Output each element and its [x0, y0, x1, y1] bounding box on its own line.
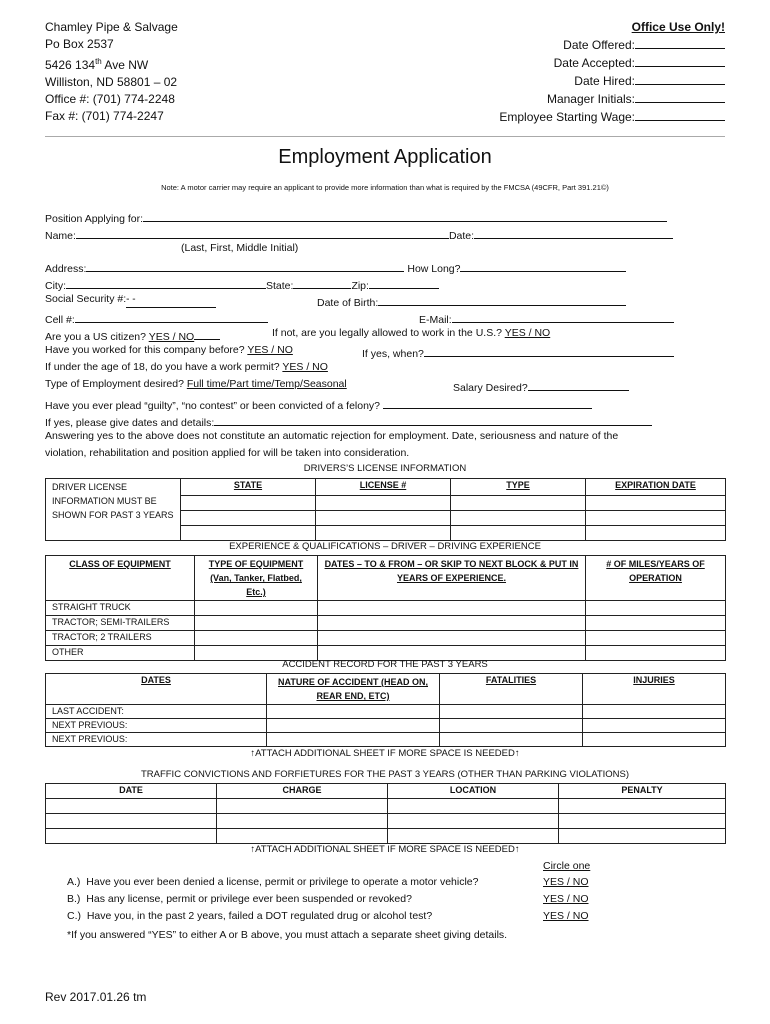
experience-cell[interactable] — [195, 601, 318, 616]
traffic-cell[interactable] — [388, 799, 559, 814]
street-address — [45, 53, 178, 74]
experience-cell[interactable] — [195, 616, 318, 631]
experience-row-label: TRACTOR; 2 TRAILERS — [46, 631, 195, 646]
felony-question[interactable]: Have you ever plead “guilty”, “no contest” or been convicted of a felony? — [45, 396, 592, 412]
accident-cell[interactable] — [583, 719, 726, 733]
license-header-state: STATE — [181, 479, 316, 496]
traffic-cell[interactable] — [388, 829, 559, 844]
experience-header-class: CLASS OF EQUIPMENT — [46, 556, 195, 601]
experience-cell[interactable] — [195, 631, 318, 646]
work-permit-question[interactable]: If under the age of 18, do you have a work permit? YES / NO — [45, 361, 328, 373]
disclaimer-line-1: Answering yes to the above does not constitute an automatic rejection for employment. Date, seriousness and nature of the — [45, 430, 619, 442]
office-field-date-hired[interactable]: Date Hired: — [499, 72, 725, 90]
traffic-cell[interactable] — [388, 814, 559, 829]
po-box: Po Box 2537 — [45, 37, 114, 51]
license-cell[interactable] — [451, 511, 586, 526]
state-label: State: — [266, 280, 294, 292]
office-field-starting-wage[interactable]: Employee Starting Wage: — [499, 108, 725, 126]
salary-field[interactable]: Salary Desired? — [453, 378, 629, 394]
city-line: Williston, ND 58801 – 02 — [45, 75, 178, 89]
questions-footnote: *If you answered “YES” to either A or B above, you must attach a separate sheet giving details. — [67, 929, 508, 941]
name-hint: (Last, First, Middle Initial) — [181, 242, 299, 254]
experience-caption: EXPERIENCE & QUALIFICATIONS – DRIVER – DRIVING EXPERIENCE — [229, 541, 541, 552]
fax-number: Fax #: (701) 774-2247 — [45, 109, 164, 123]
worked-yes-no: YES / NO — [247, 344, 293, 356]
question-b-answer[interactable]: YES / NO — [543, 893, 589, 905]
license-cell[interactable] — [451, 526, 586, 541]
question-c: C.) Have you, in the past 2 years, failed a DOT regulated drug or alcohol test? — [67, 910, 433, 922]
office-field-manager-initials[interactable]: Manager Initials: — [499, 90, 725, 108]
office-use-block — [499, 19, 725, 126]
accident-cell[interactable] — [583, 733, 726, 747]
traffic-header-date: DATE — [46, 784, 217, 799]
license-header-expiration: EXPIRATION DATE — [586, 479, 726, 496]
license-caption: DRIVERS’S LICENSE INFORMATION — [303, 463, 467, 474]
traffic-table — [45, 783, 726, 844]
employment-type-options: Full time/Part time/Temp/Seasonal — [186, 378, 347, 390]
traffic-cell[interactable] — [559, 814, 726, 829]
license-cell[interactable] — [316, 496, 451, 511]
experience-cell[interactable] — [586, 616, 726, 631]
experience-cell[interactable] — [318, 616, 586, 631]
experience-row-label: OTHER — [46, 646, 195, 661]
experience-header-miles: # OF MILES/YEARS OF OPERATION — [586, 556, 726, 601]
position-field[interactable]: Position Applying for: — [45, 209, 667, 225]
license-cell[interactable] — [451, 496, 586, 511]
address-field[interactable]: Address: How Long? — [45, 259, 626, 275]
traffic-header-charge: CHARGE — [217, 784, 388, 799]
company-address-block — [45, 19, 178, 125]
traffic-cell[interactable] — [46, 829, 217, 844]
accident-cell[interactable] — [440, 733, 583, 747]
header-divider — [45, 136, 725, 137]
accident-cell[interactable] — [440, 705, 583, 719]
circle-one-label: Circle one — [543, 860, 591, 872]
experience-row-label: TRACTOR; SEMI-TRAILERS — [46, 616, 195, 631]
legal-work-question[interactable]: If not, are you legally allowed to work in the U.S.? YES / NO — [272, 327, 551, 339]
license-cell[interactable] — [586, 526, 726, 541]
experience-header-type: TYPE OF EQUIPMENT (Van, Tanker, Flatbed, Etc.) — [195, 556, 318, 601]
street-number: 5426 134 — [45, 58, 96, 72]
details-field[interactable]: If yes, please give dates and details: — [45, 413, 652, 429]
email-field[interactable]: E-Mail: — [419, 310, 674, 326]
traffic-attach-note: ↑ATTACH ADDITIONAL SHEET IF MORE SPACE IS NEEDED↑ — [250, 844, 520, 855]
license-side-note: DRIVER LICENSE INFORMATION MUST BE SHOWN FOR PAST 3 YEARS — [46, 479, 181, 541]
accident-header-injuries: INJURIES — [583, 674, 726, 705]
traffic-cell[interactable] — [46, 799, 217, 814]
revision-footer: Rev 2017.01.26 tm — [45, 990, 147, 1004]
office-phone: Office #: (701) 774-2248 — [45, 92, 175, 106]
page-title: Employment Application — [278, 146, 492, 168]
date-label: Date: — [448, 230, 475, 242]
ssn-field[interactable]: Social Security #:- - — [45, 293, 216, 308]
accident-header-fatalities: FATALITIES — [440, 674, 583, 705]
citizen-yes-no: YES / NO — [148, 331, 195, 343]
experience-row-label: STRAIGHT TRUCK — [46, 601, 195, 616]
experience-cell[interactable] — [318, 631, 586, 646]
experience-cell[interactable] — [586, 601, 726, 616]
license-table — [45, 478, 726, 541]
experience-cell[interactable] — [318, 601, 586, 616]
license-cell[interactable] — [316, 511, 451, 526]
accident-row-label: LAST ACCIDENT: — [46, 705, 267, 719]
accident-cell[interactable] — [267, 733, 440, 747]
worked-before-question[interactable]: Have you worked for this company before? YES / NO — [45, 344, 293, 356]
zip-label: Zip: — [351, 280, 369, 292]
license-cell[interactable] — [586, 511, 726, 526]
accident-cell[interactable] — [267, 719, 440, 733]
accident-header-nature: NATURE OF ACCIDENT (HEAD ON, REAR END, ETC) — [267, 674, 440, 705]
name-field[interactable]: Name: Date: — [45, 226, 673, 242]
accident-cell[interactable] — [267, 705, 440, 719]
license-cell[interactable] — [316, 526, 451, 541]
license-cell[interactable] — [181, 511, 316, 526]
fmcsa-note: Note: A motor carrier may require an applicant to provide more information than what is required by the FMCSA (49CFR, Part 391.21©) — [161, 183, 609, 192]
permit-yes-no: YES / NO — [282, 361, 328, 373]
traffic-cell[interactable] — [217, 799, 388, 814]
citizen-question[interactable]: Are you a US citizen? YES / NO — [45, 327, 220, 343]
license-header-type: TYPE — [451, 479, 586, 496]
office-field-date-accepted[interactable]: Date Accepted: — [499, 54, 725, 72]
question-c-answer[interactable]: YES / NO — [543, 910, 589, 922]
experience-table — [45, 555, 726, 661]
accident-attach-note: ↑ATTACH ADDITIONAL SHEET IF MORE SPACE IS NEEDED↑ — [250, 748, 520, 759]
office-use-title: Office Use Only! — [631, 20, 725, 34]
disclaimer-line-2: violation, rehabilitation and position applied for will be taken into consideration. — [45, 447, 410, 459]
traffic-cell[interactable] — [46, 814, 217, 829]
accident-cell[interactable] — [583, 705, 726, 719]
employment-type-question[interactable]: Type of Employment desired? Full time/Part time/Temp/Seasonal — [45, 378, 347, 390]
question-a: A.) Have you ever been denied a license, permit or privilege to operate a motor vehicle? — [67, 876, 479, 888]
accident-caption: ACCIDENT RECORD FOR THE PAST 3 YEARS — [282, 659, 488, 670]
accident-table — [45, 673, 726, 747]
cell-field[interactable]: Cell #: — [45, 310, 268, 326]
traffic-caption: TRAFFIC CONVICTIONS AND FORFIETURES FOR THE PAST 3 YEARS (OTHER THAN PARKING VIOLATIONS) — [140, 769, 630, 780]
accident-cell[interactable] — [440, 719, 583, 733]
when-field[interactable]: If yes, when? — [362, 344, 674, 360]
traffic-header-location: LOCATION — [388, 784, 559, 799]
city-field[interactable]: City: State: Zip: — [45, 276, 439, 292]
traffic-cell[interactable] — [217, 829, 388, 844]
question-b: B.) Has any license, permit or privilege ever been suspended or revoked? — [67, 893, 412, 905]
traffic-cell[interactable] — [217, 814, 388, 829]
dob-field[interactable]: Date of Birth: — [317, 293, 626, 309]
accident-header-dates: DATES — [46, 674, 267, 705]
office-field-date-offered[interactable]: Date Offered: — [499, 36, 725, 54]
license-header-number: LICENSE # — [316, 479, 451, 496]
how-long-label: How Long? — [407, 263, 461, 275]
experience-cell[interactable] — [586, 631, 726, 646]
company-name: Chamley Pipe & Salvage — [45, 20, 178, 34]
traffic-cell[interactable] — [559, 829, 726, 844]
street-name: Ave NW — [101, 58, 149, 72]
question-a-answer[interactable]: YES / NO — [543, 876, 589, 888]
experience-header-dates: DATES – TO & FROM – OR SKIP TO NEXT BLOCK & PUT IN YEARS OF EXPERIENCE. — [318, 556, 586, 601]
license-cell[interactable] — [181, 496, 316, 511]
traffic-header-penalty: PENALTY — [559, 784, 726, 799]
traffic-cell[interactable] — [559, 799, 726, 814]
accident-row-label: NEXT PREVIOUS: — [46, 733, 267, 747]
legal-yes-no: YES / NO — [504, 327, 551, 339]
license-cell[interactable] — [586, 496, 726, 511]
street-suffix: th — [95, 57, 102, 66]
accident-row-label: NEXT PREVIOUS: — [46, 719, 267, 733]
license-cell[interactable] — [181, 526, 316, 541]
